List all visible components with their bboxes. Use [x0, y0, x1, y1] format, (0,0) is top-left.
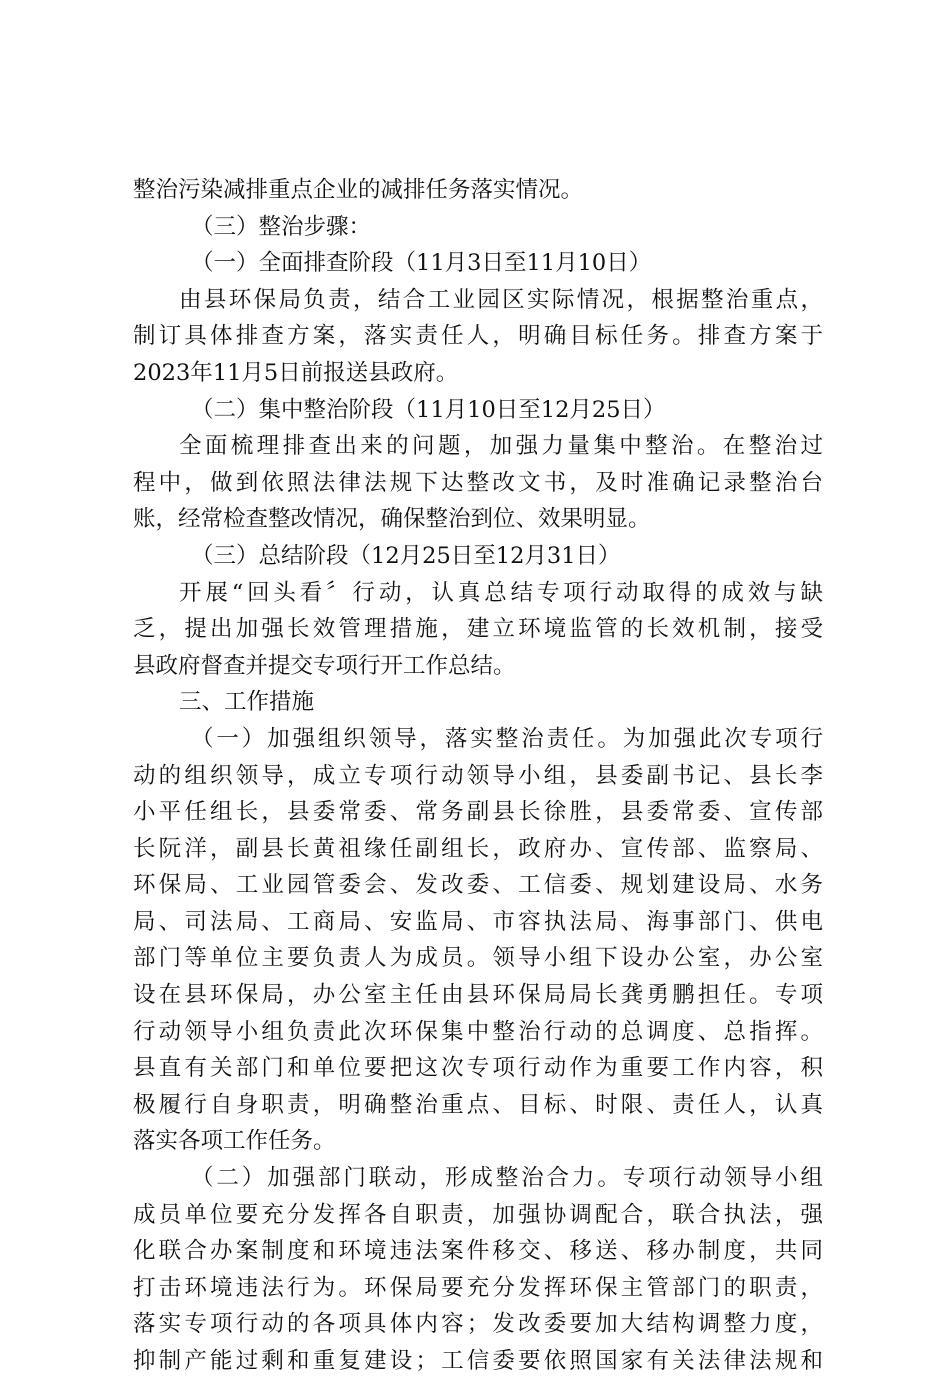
text-line: 长阮洋，副县长黄祖缘任副组长，政府办、宣传部、监察局、 [133, 835, 823, 862]
text-line: 由县环保局负责，结合工业园区实际情况，根据整治重点， [179, 286, 823, 313]
text-line: （三）整治步骤： [191, 213, 372, 240]
text-line: 县直有关部门和单位要把这次专项行动作为重要工作内容，积 [133, 1055, 823, 1082]
text-line: 程中，做到依照法律法规下达整改文书，及时准确记录整治台 [133, 469, 823, 496]
text-line: 开展“回头看〞行动，认真总结专项行动取得的成效与缺 [179, 579, 823, 606]
text-line: （二）集中整治阶段（11月10日至12月25日） [191, 396, 666, 423]
text-line: 环保局、工业园管委会、发改委、工信委、规划建设局、水务 [133, 872, 823, 899]
text-line: 2023年11月5日前报送县政府。 [133, 359, 459, 386]
text-line: 抑制产能过剩和重复建设；工信委要依照国家有关法律法规和 [133, 1348, 823, 1374]
text-line: 整治污染减排重点企业的减排任务落实情况。 [133, 177, 584, 203]
document-body [133, 172, 823, 1380]
text-line: 化联合办案制度和环境违法案件移交、移送、移办制度，共同 [133, 1238, 823, 1265]
text-line: 小平任组长，县委常委、常务副县长徐胜，县委常委、宣传部 [133, 799, 823, 826]
text-line: 设在县环保局，办公室主任由县环保局局长龚勇鹏担任。专项 [133, 982, 823, 1009]
text-line: 落实各项工作任务。 [133, 1128, 336, 1155]
text-line: （一）加强组织领导，落实整治责任。为加强此次专项行 [191, 725, 823, 752]
text-line: 打击环境违法行为。环保局要充分发挥环保主管部门的职责， [133, 1274, 823, 1301]
text-line: 落实专项行动的各项具体内容；发改委要加大结构调整力度， [133, 1311, 823, 1338]
text-line: 账，经常检查整改情况，确保整治到位、效果明显。 [133, 506, 651, 533]
text-line: 部门等单位主要负责人为成员。领导小组下设办公室，办公室 [133, 945, 823, 972]
text-line: 乏，提出加强长效管理措施，建立环境监管的长效机制，接受 [133, 616, 823, 643]
text-line: 成员单位要充分发挥各自职责，加强协调配合，联合执法，强 [133, 1201, 823, 1228]
text-line: 行动领导小组负责此次环保集中整治行动的总调度、总指挥。 [133, 1018, 823, 1045]
text-line: （三）总结阶段（12月25日至12月31日） [191, 542, 621, 569]
text-line: 极履行自身职责，明确整治重点、目标、时限、责任人，认真 [133, 1091, 823, 1118]
text-line: （一）全面排查阶段（11月3日至11月10日） [191, 250, 652, 277]
text-line: 三、工作措施 [179, 689, 315, 716]
text-line: 全面梳理排查出来的问题，加强力量集中整治。在整治过 [179, 433, 823, 460]
text-line: 制订具体排查方案，落实责任人，明确目标任务。排查方案于 [133, 323, 823, 350]
text-line: （二）加强部门联动，形成整治合力。专项行动领导小组 [191, 1165, 823, 1192]
text-line: 动的组织领导，成立专项行动领导小组，县委副书记、县长李 [133, 762, 823, 789]
text-line: 县政府督查并提交专项行开工作总结。 [133, 652, 516, 679]
text-line: 局、司法局、工商局、安监局、市容执法局、海事部门、供电 [133, 908, 823, 935]
